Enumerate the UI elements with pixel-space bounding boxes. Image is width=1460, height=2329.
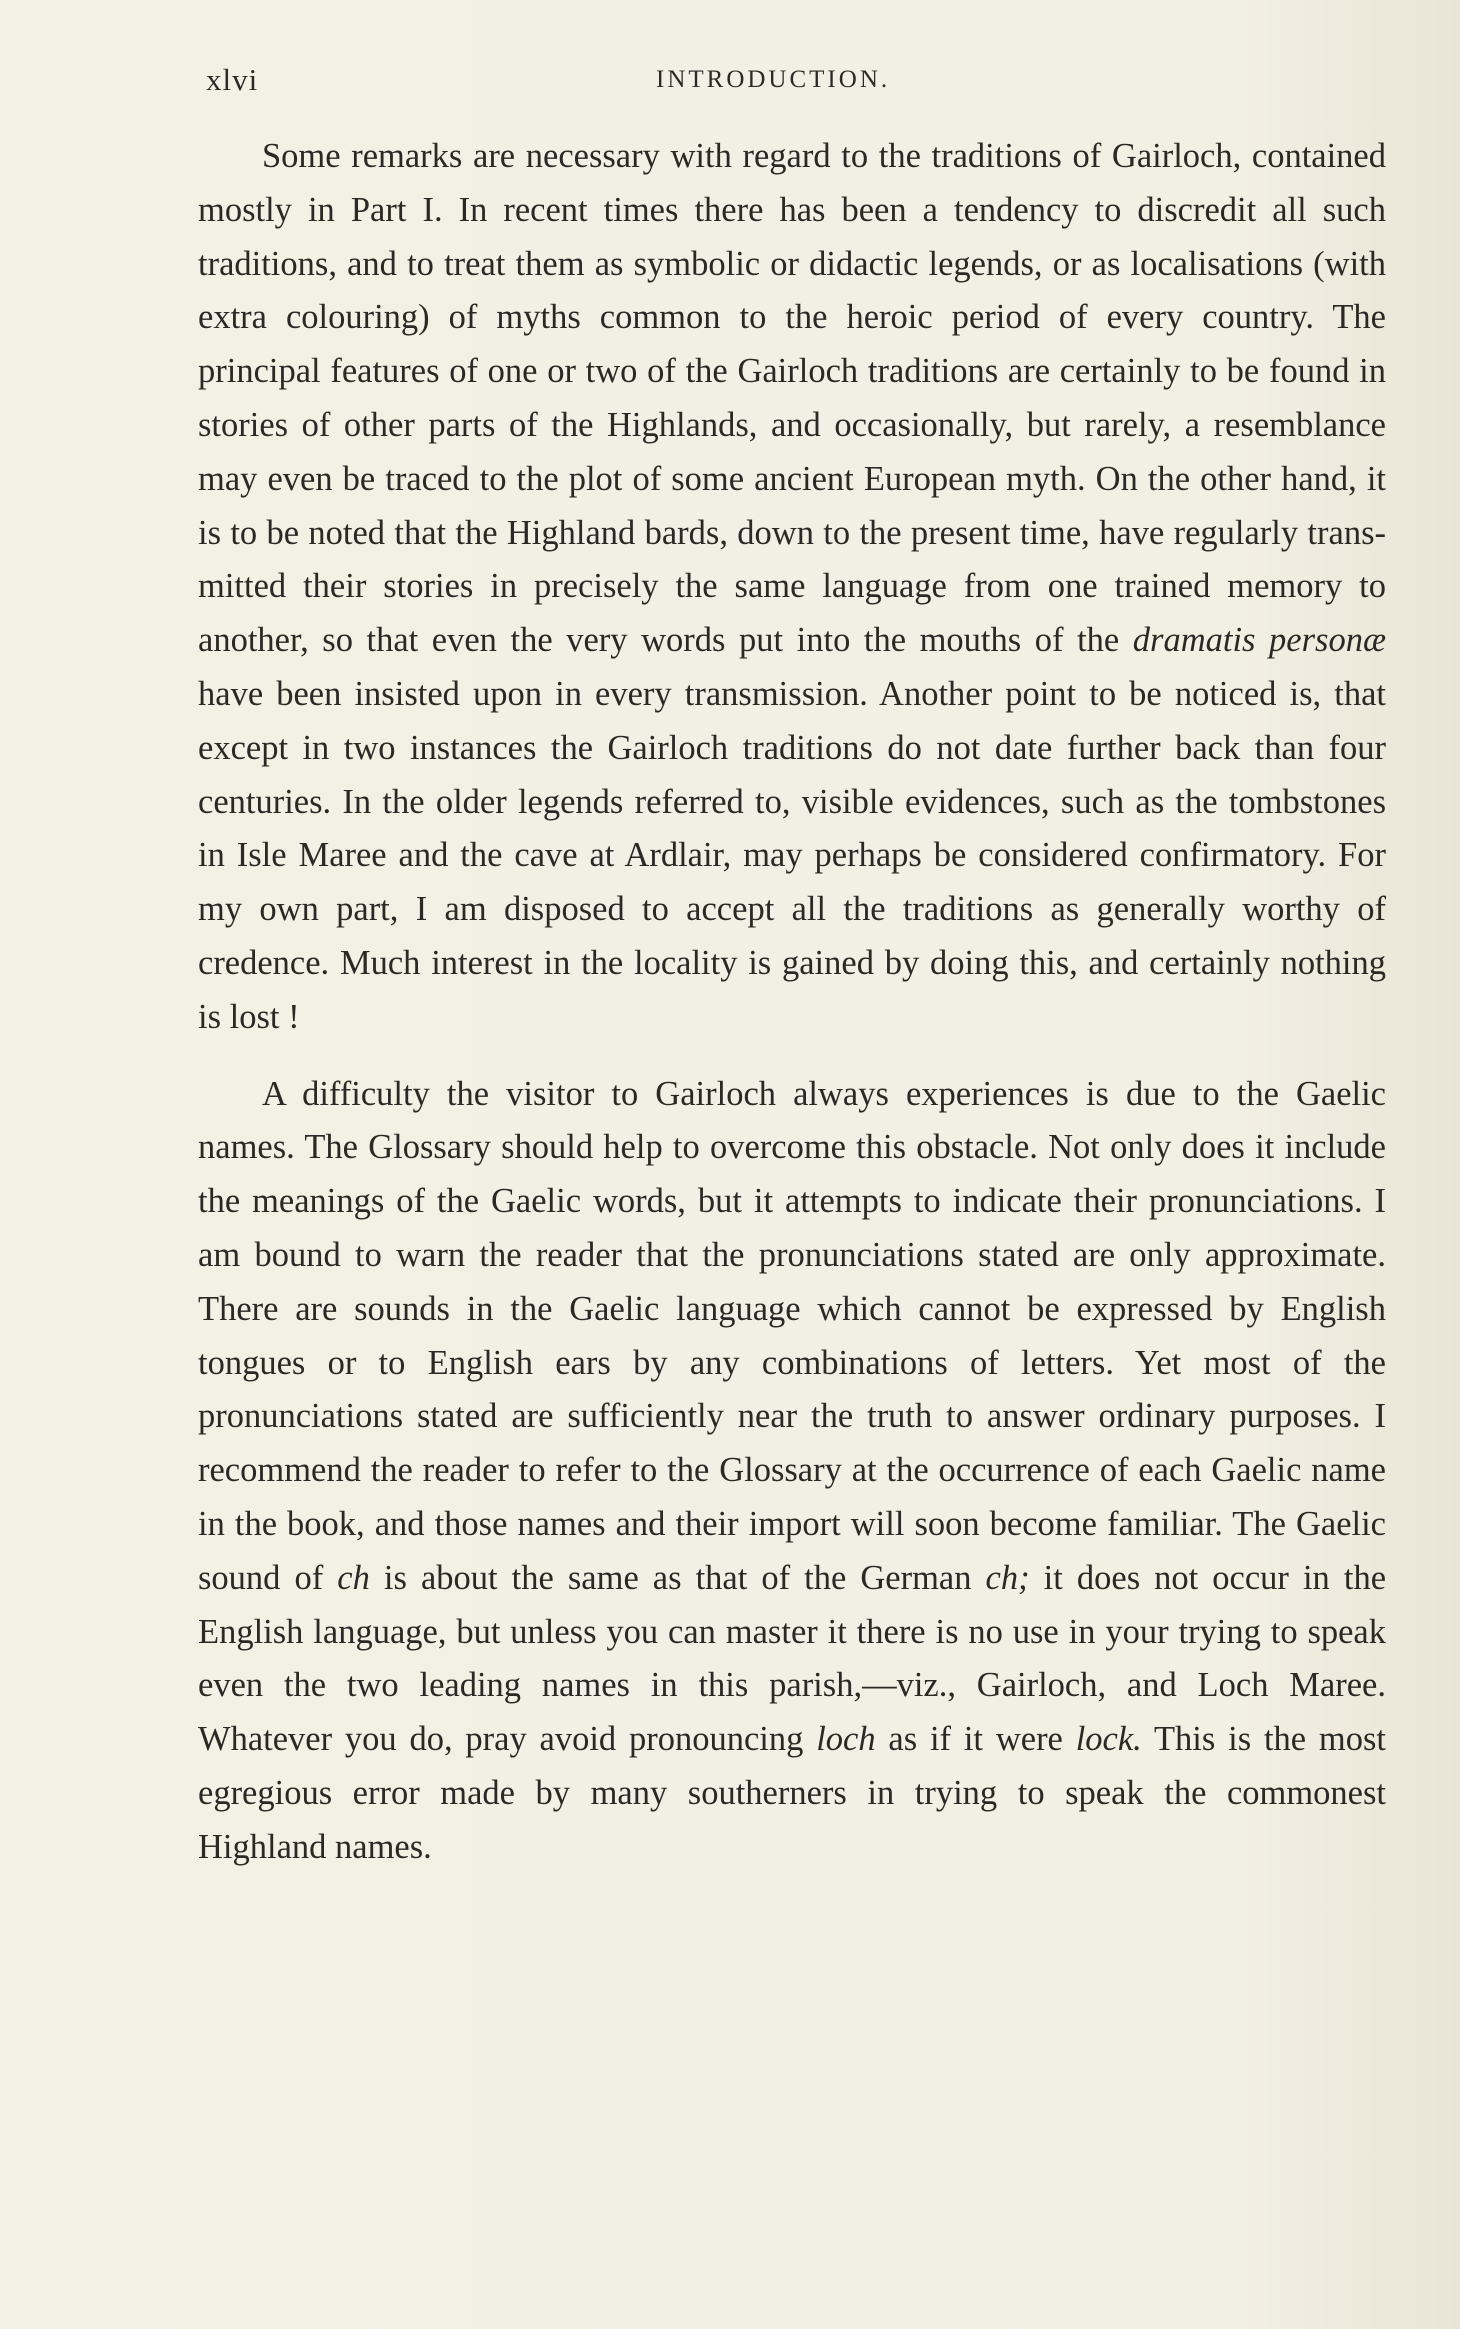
text-segment: is about the same as that of the German [369,1558,986,1597]
paragraph-gaelic-names [198,1068,1386,1875]
running-head [206,62,1386,102]
text-segment: A difficulty the visitor to Gairloch always experiences is due to the Gaelic names. The Glossary should help to overcome this obstacle. Not only does it include the meanings of the Gaelic words, but it attempts to indicate their pronunciations. I am bound to warn the reader that the pronunciations stated are only approximate. There are sounds in the Gaelic language which cannot be expressed by English tongues or to English ears by any combinations of letters. Yet most of the pronunciations stated are sufficiently near the truth to answer ordinary purposes. I recommend the reader to refer to the Glossary at the occurrence of each Gaelic name in the book, and those names and their import will soon become familiar. The Gaelic sound of [198,1074,1386,1597]
text-segment: it does not occur in the English language, but unless you can master it there is no use in your trying to speak even the two leading names in this parish,—viz., Gairloch, and Loch Maree. Whatever you do, pray avoid pronouncing [198,1558,1387,1759]
italic-phrase: dramatis personæ [1132,621,1386,660]
italic-word: ch; [985,1558,1030,1597]
italic-word: loch [816,1720,876,1759]
italic-word: lock. [1075,1720,1142,1759]
text-segment: have been insisted upon in every transmission. Another point to be noticed is, that except in two instances the Gairloch traditions do not date further back than four centuries. In the older legends referred to, visible evidences, such as the tombstones in Isle Maree and the cave at Ardlair, may perhaps be considered confirmatory. For my own part, I am disposed to accept all the traditions as generally worthy of credence. Much interest in the locality is gained by doing this, and certainly nothing is lost ! [198,674,1386,1036]
text-segment: as if it were [875,1720,1076,1759]
text-segment: This is the most egregious error made by many southerners in trying to speak the commonest Highland names. [198,1720,1387,1866]
page-number: xlvi [206,62,259,97]
italic-word: ch [337,1558,370,1597]
running-title: INTRODUCTION. [656,66,891,93]
text-segment: Some remarks are necessary with regard to the traditions of Gairloch, contained mostly in Part I. In recent times there has been a tendency to discredit all such traditions, and to treat them as symbolic or didactic legends, or as localisations (with extra colouring) of myths common to the heroic period of every country. The principal features of one or two of the Gairloch traditions are certainly to be found in stories of other parts of the Highlands, and occasionally, but rarely, a resemblance may even be traced to the plot of some ancient European myth. On the other hand, it is to be noted that the Highland bards, down to the present time, have regularly transmitted their stories in precisely the same language from one trained memory to another, so that even the very words put into the mouths of the [198,137,1386,660]
paragraph-traditions [198,130,1386,1045]
body-text [198,130,1386,1875]
